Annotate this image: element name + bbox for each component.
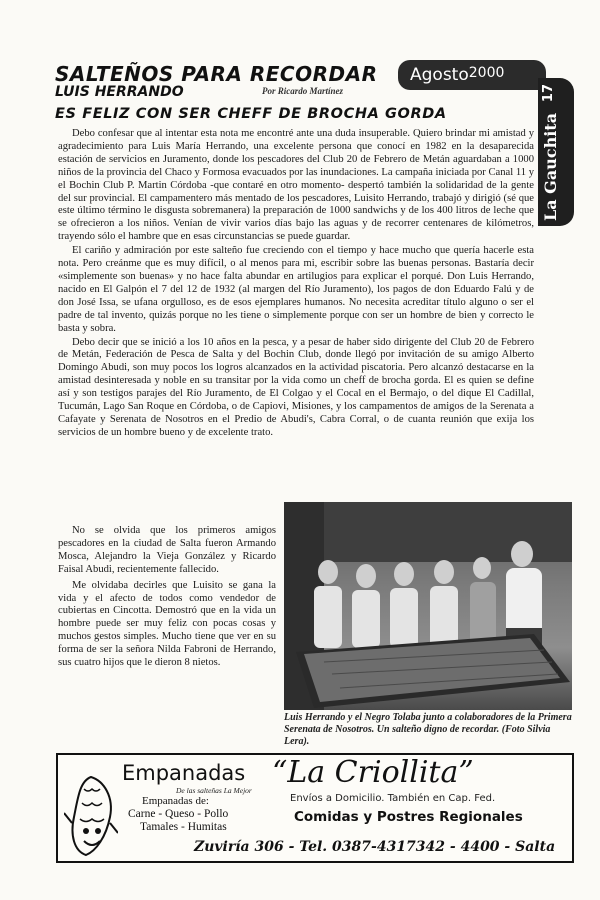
article-photo [284,502,572,710]
ad-menu-title: Empanadas de: [142,795,209,807]
ad-flavors-line1: Carne - Queso - Pollo [128,808,229,820]
article-column [58,525,276,673]
ad-flavors-line2: Tamales - Humitas [140,821,227,833]
publication-name: La Gauchita [541,112,560,222]
article-paragraph: Debo decir que se inició a los 10 años en la pesca, y a pesar de haber sido dirigente del Club 20 de Febrero de Metán, Federación de Pesca de Salta y del Bochin Club, donde llegó por invitación de su amigo Alberto Domingo Abudi, son muy pocos los logros alcanzados en la actividad piscatoria. Pero alcanzó destacarse en la amistad desinteresada y noble en su transitar por la vida como un cheff de brocha gorda. El es quien se define así y son testigos parajes del Río Juramento, de El Colgao y el Cocal en el Bermajo, o del dique El Cadillal, Tucumán, Lago San Roque en Córdoba, o de Capiovi, Misiones, y los campamentos de amigos de la Serenata a Cafayate y Serenata de Nosotros en el Predio de Abudi's, Cabra Corral, o de cuanta reunión que exija los servicios de un hombre bueno y de excelente trato. [58,336,534,438]
article-subject: LUIS HERRANDO [55,84,184,100]
article-paragraph: El cariño y admiración por este salteño fue creciendo con el tiempo y hace mucho que quería hacerle esta nota. Pero creánme que es muy difícil, o al menos para mi, escribir sobre las buenas personas. Bastaría decir «simplemente son buenas» y no hace falta abundar en artilugios para explicar el porqué. Don Luis Herrando, nacido en El Galpón el 7 del 12 de 1932 (al margen del Río Juramento), los pagos de don Eduardo Falú y de don José Issa, se ufana orgulloso, es de esos ejemplares humanos. No necesita acreditar título alguno o ser el padre de tal invento, quizás porque no les tiene o simplemente porque con ser un hombre de bien y correcto le basta y sobra. [58,245,534,334]
ad-address: Zuviría 306 - Tel. 0387-4317342 - 4400 - Salta [194,839,556,855]
ad-brand: “La Criollita” [272,755,474,790]
column-paragraph: No se olvida que los primeros amigos pescadores en la ciudad de Salta fueron Armando Mosca, Alejandro la Vieja González y Ricardo Faisal Abudi, recientemente fallecido. [58,525,276,575]
column-paragraph: Me olvidaba decirles que Luisito se gana la vida y el afecto de todos como vendedor de cubiertas en Cincotta. Demostró que en la vida un hombre puede ser muy feliz con pocas cosas y muchos gestos simples. Mucho tiene que ver en su forma de ser la señora Nilda Fabroni de Herrando, sus cuatro hijos que le dieron 8 nietos. [58,579,276,669]
article-paragraph: Debo confesar que al intentar esta nota me encontré ante una duda insuperable. Quiero brindar mi amistad y agradecimiento para Luis María Herrando, una excelente persona que conocí en 1982 en la desaparecida estación de servicios en Juramento, donde los pescadores del Club 20 de Febrero de Metán aguardaban a 1000 niños de la provincia del Chaco y Formosa evacuados por las inundaciones. La campaña iniciada por Canal 11 y el Bochin Club P. Martin Córdoba -que contaré en otro momento- despertó también la solidaridad de la gente del sur provincial. El campamentero más mentado de los pescadores, Luisito Herrando, trabajó y dirigió (sé que este último término le disgusta sobremanera) la preparación de 1000 sandwichs y de los 400 litros de leche que se ofrecieron a los niños. Venían de vivir varios días bajo las aguas y de recorrer centenares de kilómetros, trayendo sólo el hambre que en esas circunstancias se puede guardar. [58,128,534,243]
page-number: 17 [541,84,556,103]
photo-illustration [284,502,572,710]
issue-month: Agosto [410,65,469,85]
ad-specialty: Comidas y Postres Regionales [294,809,523,825]
empanada-mascot-icon [64,773,118,859]
ad-tagline: De las salteñas La Mejor [176,786,252,795]
article-title: SALTEÑOS PARA RECORDAR [55,62,378,86]
article-headline: ES FELIZ CON SER CHEFF DE BROCHA GORDA [55,106,447,122]
issue-date-badge [398,60,546,90]
advertisement [56,753,574,863]
ad-delivery: Envíos a Domicilio. También en Cap. Fed. [290,793,496,804]
photo-caption: Luis Herrando y el Negro Tolaba junto a colaboradores de la Primera Serenata de Nosotros. Un salteño digno de recordar. (Foto Silvia Lera). [284,712,572,747]
article-body [58,128,534,441]
ad-product: Empanadas [122,761,246,785]
issue-year: 2000 [468,65,505,81]
byline: Por Ricardo Martínez [262,86,344,96]
